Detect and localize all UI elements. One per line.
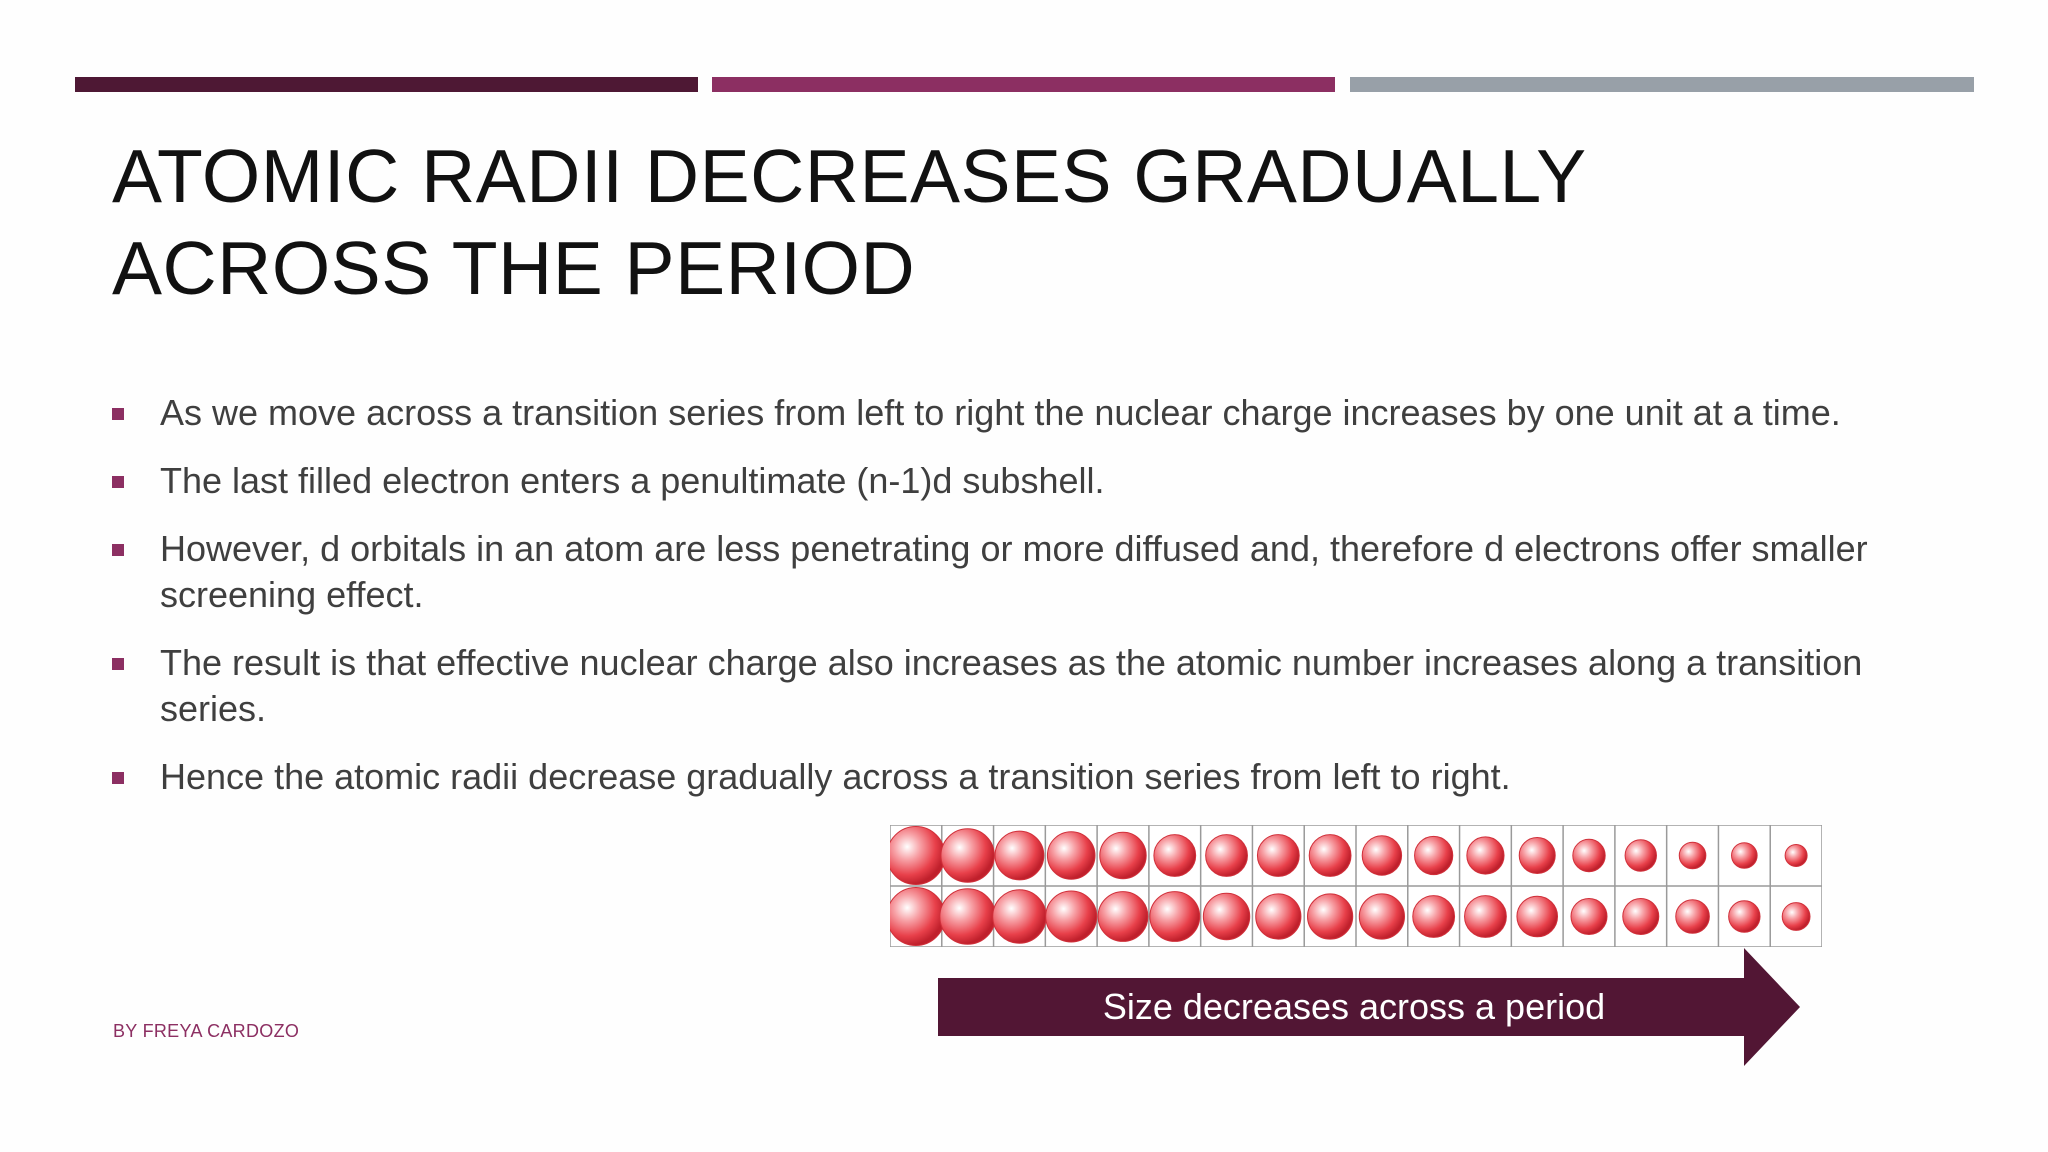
atom-sphere bbox=[1256, 894, 1301, 939]
square-bullet-icon bbox=[112, 544, 124, 556]
title-line-1: ATOMIC RADII DECREASES GRADUALLY bbox=[112, 134, 1587, 218]
atom-sphere bbox=[993, 890, 1046, 943]
atom-sphere bbox=[1519, 838, 1555, 874]
atom-sphere bbox=[1257, 835, 1299, 877]
atom-sphere bbox=[1517, 896, 1558, 937]
bullet-item bbox=[110, 526, 1910, 618]
atom-sphere bbox=[1679, 842, 1706, 869]
accent-bar-dark bbox=[75, 77, 698, 92]
bullet-text: The result is that effective nuclear charge also increases as the atomic number increases along a transition series. bbox=[160, 642, 1863, 729]
bullet-text: Hence the atomic radii decrease gradually across a transition series from left to right. bbox=[160, 756, 1511, 797]
atom-sphere bbox=[1047, 832, 1095, 880]
atom-sphere bbox=[1308, 894, 1353, 939]
atom-sphere bbox=[1571, 899, 1607, 935]
bullet-item bbox=[110, 640, 1910, 732]
atom-sphere bbox=[1415, 836, 1453, 874]
atom-sphere bbox=[1732, 843, 1758, 869]
atom-sphere bbox=[1465, 896, 1507, 938]
bullet-text: However, d orbitals in an atom are less penetrating or more diffused and, therefore d electrons offer smaller screening effect. bbox=[160, 528, 1868, 615]
accent-bar-gray bbox=[1350, 77, 1974, 92]
atom-sphere bbox=[940, 889, 996, 945]
atom-sphere bbox=[1573, 839, 1605, 871]
bullet-item bbox=[110, 458, 1910, 504]
atom-sphere bbox=[1150, 892, 1200, 942]
atom-sphere bbox=[1676, 900, 1710, 934]
square-bullet-icon bbox=[112, 658, 124, 670]
square-bullet-icon bbox=[112, 772, 124, 784]
atom-sphere bbox=[1782, 903, 1810, 931]
atom-sphere bbox=[1729, 901, 1760, 932]
atom-sphere bbox=[1100, 832, 1146, 878]
atom-sphere bbox=[890, 827, 945, 885]
atom-sphere bbox=[1467, 837, 1504, 874]
accent-bar-magenta bbox=[712, 77, 1335, 92]
atom-sphere bbox=[941, 829, 994, 882]
title-line-2: ACROSS THE PERIOD bbox=[112, 226, 916, 310]
atom-sphere bbox=[1785, 845, 1807, 867]
atom-sphere bbox=[1046, 891, 1097, 942]
arrow-label: Size decreases across a period bbox=[1102, 986, 1606, 1027]
bullet-list bbox=[110, 390, 1910, 822]
atom-sphere bbox=[890, 888, 945, 946]
atom-sphere bbox=[1206, 835, 1248, 877]
bullet-item bbox=[110, 390, 1910, 436]
atom-sphere bbox=[1362, 836, 1401, 875]
atom-sphere bbox=[1203, 893, 1249, 939]
atom-sphere bbox=[1098, 892, 1148, 942]
slide-title bbox=[112, 130, 1912, 314]
author-footer: BY FREYA CARDOZO bbox=[113, 1021, 300, 1041]
atom-sphere bbox=[1625, 840, 1656, 871]
atom-sphere bbox=[1413, 896, 1455, 938]
atom-sphere bbox=[1623, 899, 1659, 935]
atom-grid-svg bbox=[890, 825, 1822, 947]
square-bullet-icon bbox=[112, 408, 124, 420]
bullet-item bbox=[110, 754, 1910, 800]
atom-sphere bbox=[1309, 835, 1351, 877]
bullet-text: As we move across a transition series from left to right the nuclear charge increases by one unit at a time. bbox=[160, 392, 1841, 433]
square-bullet-icon bbox=[112, 476, 124, 488]
bullet-text: The last filled electron enters a penultimate (n-1)d subshell. bbox=[160, 460, 1105, 501]
atom-sphere bbox=[1154, 835, 1196, 877]
atom-sphere bbox=[995, 831, 1044, 880]
atom-sphere bbox=[1359, 894, 1404, 939]
atomic-radii-image bbox=[890, 825, 1822, 947]
